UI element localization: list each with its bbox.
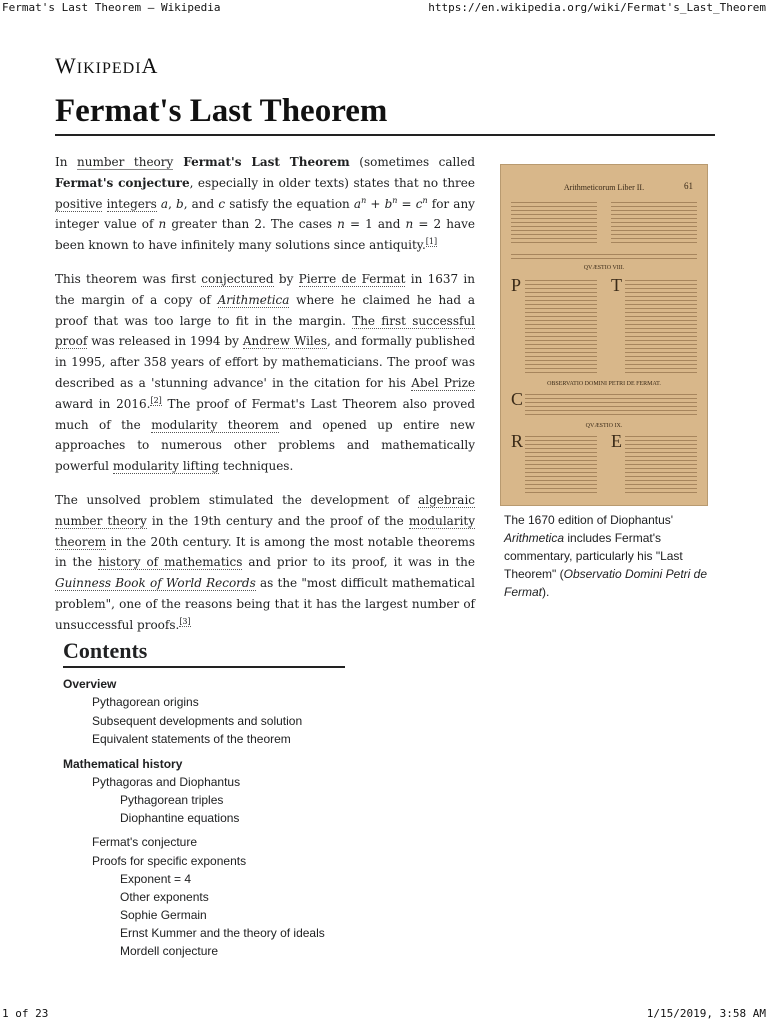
text: The unsolved problem stimulated the development of (55, 492, 419, 507)
image-heading: Arithmeticorum Liber II. (563, 183, 645, 192)
var: a (160, 196, 169, 211)
ref-2[interactable]: [2] (150, 395, 162, 405)
text: and opened up entire new approaches to numerous other problems and mathematically powerful (55, 417, 476, 474)
toc-subitem[interactable]: Diophantine equations (120, 811, 240, 825)
link-history-of-mathematics[interactable]: history of mathematics (98, 555, 243, 570)
text-column (625, 277, 697, 373)
paragraph-1 (55, 152, 475, 256)
text: , (168, 196, 177, 211)
text-column (511, 251, 697, 261)
var: n (422, 195, 428, 205)
paragraph-3 (55, 490, 475, 636)
var: c (218, 196, 226, 211)
text: in 1637 in the margin of a copy of (55, 271, 475, 307)
text: satisfy the equation (225, 196, 354, 211)
equation (354, 197, 428, 211)
link-first-proof[interactable]: The first successful proof (55, 313, 476, 349)
text: The 1670 edition of Diophantus' (504, 513, 674, 527)
text: , especially in older texts) states that no three (189, 175, 475, 190)
var: n (337, 217, 345, 232)
text: = 2 have been known to have infinitely many solutions since antiquity. (55, 217, 475, 253)
article-lead (55, 152, 475, 649)
text: + (366, 196, 385, 211)
link-algebraic-number-theory[interactable]: algebraic number theory (55, 492, 475, 528)
toc-item[interactable]: Pythagoras and Diophantus (92, 774, 241, 789)
toc-item[interactable]: Fermat's conjecture (92, 835, 197, 849)
infobox (500, 164, 708, 601)
print-header-url[interactable]: https://en.wikipedia.org/wiki/Fermat's_Last_Theorem (428, 1, 766, 14)
paragraph-2 (55, 269, 475, 477)
wordmark-first: W (55, 53, 77, 78)
drop-cap: P (511, 275, 522, 295)
toc-item[interactable]: Pythagorean origins (92, 695, 199, 709)
text: by (273, 271, 299, 286)
wikipedia-wordmark[interactable] (55, 53, 158, 79)
print-datetime: 1/15/2019, 3:58 AM (646, 1007, 766, 1020)
bold-title: Fermat's Last Theorem (173, 155, 350, 169)
image-caption (500, 511, 708, 601)
var: n (158, 217, 167, 232)
link-wiles[interactable]: Andrew Wiles (242, 334, 328, 349)
var: a (353, 196, 362, 211)
link-number-theory[interactable]: number theory (77, 155, 174, 169)
text: was released in 1994 by (87, 334, 243, 349)
drop-cap: R (511, 431, 524, 451)
text: as the "most difficult mathematical problem", one of the reasons being that it has the largest number of unsuccessful proofs. (55, 576, 475, 632)
link-positive[interactable]: positive (55, 196, 103, 211)
text: includes Fermat's commentary, particularly his "Last Theorem" ( (504, 531, 683, 581)
text-column (525, 391, 697, 417)
link-abel-prize[interactable]: Abel Prize (411, 375, 475, 390)
contents-title: Contents (63, 636, 345, 668)
caption-italic: Arithmetica (504, 531, 565, 545)
text: where he claimed he had a proof that was too large to fit in the margin. (55, 292, 475, 328)
toc-subitem[interactable]: Ernst Kummer and the theory of ideals (120, 926, 325, 940)
text: award in 2016. (55, 396, 151, 411)
link-arithmetica[interactable]: Arithmetica (217, 292, 290, 307)
drop-cap: T (611, 275, 622, 295)
toc-item[interactable]: Proofs for specific exponents (92, 853, 247, 868)
toc-subitem[interactable]: Other exponents (120, 890, 209, 904)
var: b (176, 196, 184, 211)
wordmark-rest: IKIPEDI (76, 60, 142, 77)
text: techniques. (219, 459, 294, 474)
text: in the 20th century. It is among the most notable theorems in the (55, 534, 475, 570)
text: greater than 2. The cases (166, 217, 338, 232)
drop-cap: C (511, 389, 524, 409)
text: , and (183, 196, 219, 211)
text: in the 19th century and the proof of the (146, 513, 409, 528)
print-page-count: 1 of 23 (2, 1007, 49, 1020)
link-guinness[interactable]: Guinness Book of World Records (55, 576, 256, 591)
ref-3[interactable]: [3] (179, 616, 191, 626)
page-title: Fermat's Last Theorem (55, 90, 715, 136)
toc-subitem[interactable]: Pythagorean triples (120, 793, 224, 807)
link-integers[interactable]: integers (106, 196, 157, 211)
arithmetica-page-image[interactable] (500, 164, 708, 506)
text: (sometimes called (349, 155, 476, 169)
var: n (361, 195, 367, 205)
drop-cap: E (611, 431, 622, 451)
toc-item[interactable]: Subsequent developments and solution (92, 713, 303, 728)
text-column (511, 199, 597, 245)
toc-subitem[interactable]: Sophie Germain (120, 908, 207, 922)
text: In (55, 155, 78, 169)
var: c (415, 196, 423, 211)
caption-italic: Observatio Domini Petri de Fermat (504, 567, 707, 599)
bold-conjecture: Fermat's conjecture (55, 175, 190, 190)
print-header-title: Fermat's Last Theorem – Wikipedia (2, 1, 221, 14)
text: = (397, 196, 416, 211)
toc-mathematical-history[interactable]: Mathematical history (63, 756, 183, 771)
text-column (525, 433, 597, 495)
wordmark-last: A (141, 53, 159, 78)
text: and prior to its proof, it was in the (242, 555, 475, 570)
ref-1[interactable]: [1] (425, 237, 438, 247)
toc-subitem[interactable]: Exponent = 4 (120, 872, 192, 886)
text: for any integer value of (55, 196, 475, 232)
link-modularity-theorem-2[interactable]: modularity theorem (55, 513, 476, 549)
link-conjectured[interactable]: conjectured (201, 271, 274, 286)
image-section-1: QVÆSTIO VIII. (583, 265, 625, 271)
text: , and formally published in 1995, after 358 years of effort by mathematicians. The proof was described as a 'stunning advance' in the citation for his (55, 334, 475, 390)
table-of-contents (63, 675, 443, 960)
text-column (611, 199, 697, 245)
toc-subitem[interactable]: Mordell conjecture (120, 944, 219, 958)
var: n (405, 217, 414, 232)
toc-item[interactable]: Equivalent statements of the theorem (92, 732, 291, 746)
text: ). (542, 585, 550, 599)
image-section-2: OBSERVATIO DOMINI PETRI DE FERMAT. (547, 381, 661, 387)
link-fermat[interactable]: Pierre de Fermat (298, 271, 406, 286)
link-modularity-lifting[interactable]: modularity lifting (112, 459, 220, 474)
var: b (384, 196, 393, 211)
image-section-3: QVÆSTIO IX. (585, 423, 623, 429)
text: This theorem was first (55, 271, 202, 286)
link-modularity-theorem[interactable]: modularity theorem (151, 417, 279, 432)
print-header (0, 1, 768, 17)
text: = 1 and (344, 217, 406, 232)
text: The proof of Fermat's Last Theorem also proved much of the (55, 396, 476, 432)
var: n (392, 195, 398, 205)
image-page-number: 61 (684, 181, 693, 191)
text-column (625, 433, 697, 495)
text-column (525, 277, 597, 373)
toc-overview[interactable]: Overview (63, 677, 117, 691)
print-footer (0, 1007, 768, 1023)
